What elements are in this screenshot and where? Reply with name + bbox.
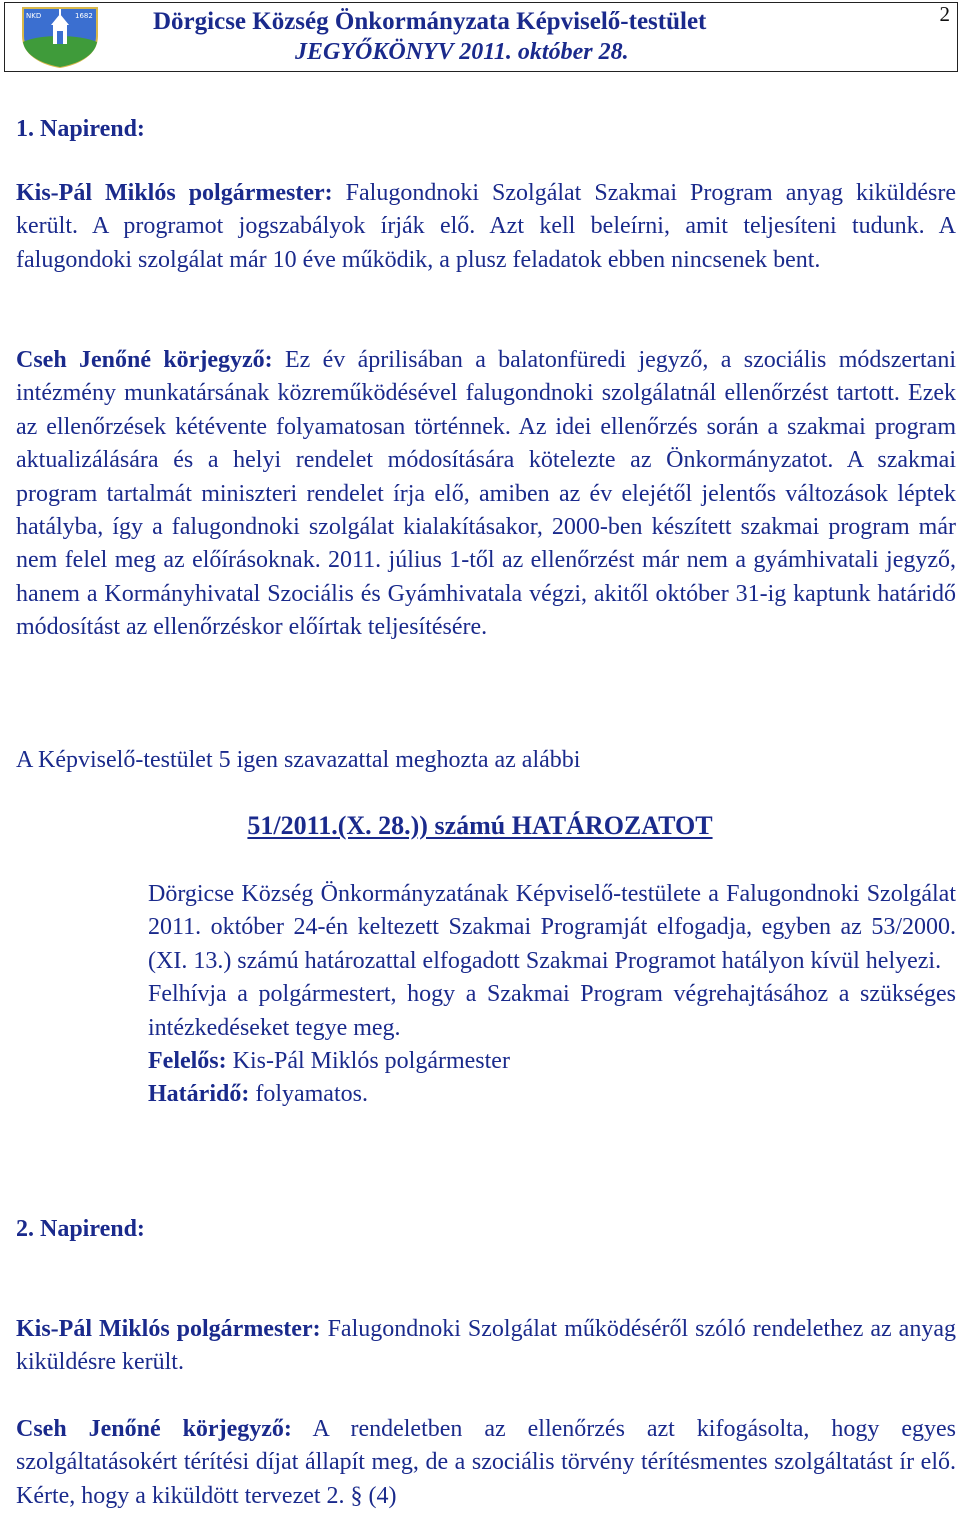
- page-number: 2: [939, 2, 950, 26]
- responsible-line: [148, 1045, 956, 1078]
- speaker-name: Cseh Jenőné körjegyző:: [16, 1416, 292, 1442]
- village-coat-of-arms-logo: [19, 6, 101, 68]
- paragraph-text: Falugondnoki Szolgálat működéséről szóló rendelethez az anyag kiküldésre került.: [16, 1316, 956, 1376]
- speaker-name: Kis-Pál Miklós polgármester:: [16, 1316, 321, 1342]
- page-header: [4, 2, 958, 72]
- speaker-name: Kis-Pál Miklós polgármester:: [16, 180, 333, 206]
- deadline-label: Határidő:: [148, 1081, 250, 1108]
- resolution-paragraph: Felhívja a polgármestert, hogy a Szakmai Program végrehajtásához a szükséges intézkedéseket tegye meg.: [148, 981, 956, 1041]
- vote-statement: A Képviselő-testület 5 igen szavazattal meghozta az alábbi: [16, 747, 581, 773]
- header-title: Dörgicse Község Önkormányzata Képviselő-testület: [153, 8, 707, 35]
- resolution-title: 51/2011.(X. 28.)) számú HATÁROZATOT: [247, 811, 713, 840]
- deadline-value: folyamatos.: [249, 1081, 368, 1108]
- resolution-body: [148, 878, 956, 1112]
- agenda-2-heading: 2. Napirend:: [16, 1216, 145, 1242]
- responsible-label: Felelős:: [148, 1048, 227, 1075]
- paragraph-text: Ez év áprilisában a balatonfüredi jegyző, a szociális módszertani intézmény munkatársának közreműködésével falugondnoki szolgálatnál ellenőrzést tartott. Ezek az ellenőrzések kétévente folyamatosan történnek. Az idei ellenőrzés során a szakmai program aktualizálására és a helyi rendelet módosítására kötelezte az Önkormányzatot. A szakmai program tartalmát miniszteri rendelet írja elő, amiben az év elejétől jelentős változások léptek hatályba, így a falugondnoki szolgálat kialakításakor, 2000-ben készített szakmai program már nem felel meg az előírásoknak. 2011. július 1-től az ellenőrzést már nem a gyámhivatali jegyző, hanem a Kormányhivatal Szociális és Gyámhivatala végzi, akitől október 31-ig kaptunk határidő módosítást az ellenőrzéskor előírtak teljesítésére.: [16, 347, 956, 641]
- agenda-2-mayor-paragraph: [16, 1313, 956, 1380]
- resolution-paragraph: Dörgicse Község Önkormányzatának Képviselő-testülete a Falugondnoki Szolgálat 2011. október 24-én keltezett Szakmai Programját elfogadja, egyben az 53/2000. (XI. 13.) számú határozattal elfogadott Szakmai Programot hatályon kívül helyezi.: [148, 881, 956, 974]
- responsible-value: Kis-Pál Miklós polgármester: [226, 1048, 510, 1075]
- svg-text:1682: 1682: [75, 12, 93, 20]
- speaker-name: Cseh Jenőné körjegyző:: [16, 347, 273, 373]
- agenda-1-mayor-paragraph: [16, 177, 956, 277]
- header-subtitle: JEGYŐKÖNYV 2011. október 28.: [295, 39, 629, 65]
- agenda-2-notary-paragraph: [16, 1413, 956, 1513]
- deadline-line: [148, 1078, 956, 1111]
- paragraph-text: A rendeletben az ellenőrzés azt kifogásolta, hogy egyes szolgáltatásokért térítési díjat állapít meg, de a szociális törvény térítésmentes szolgáltatást ír elő. Kérte, hogy a kiküldött tervezet 2. § (4): [16, 1416, 956, 1509]
- paragraph-text: Falugondnoki Szolgálat Szakmai Program anyag kiküldésre került. A programot jogszabályok írják elő. Azt kell beleírni, amit teljesíteni tudunk. A falugondoki szolgálat már 10 éve működik, a plusz feladatok ebben nincsenek bent.: [16, 180, 956, 273]
- svg-text:NKD: NKD: [26, 12, 42, 20]
- agenda-1-notary-paragraph: [16, 344, 956, 645]
- agenda-1-heading: 1. Napirend:: [16, 116, 145, 142]
